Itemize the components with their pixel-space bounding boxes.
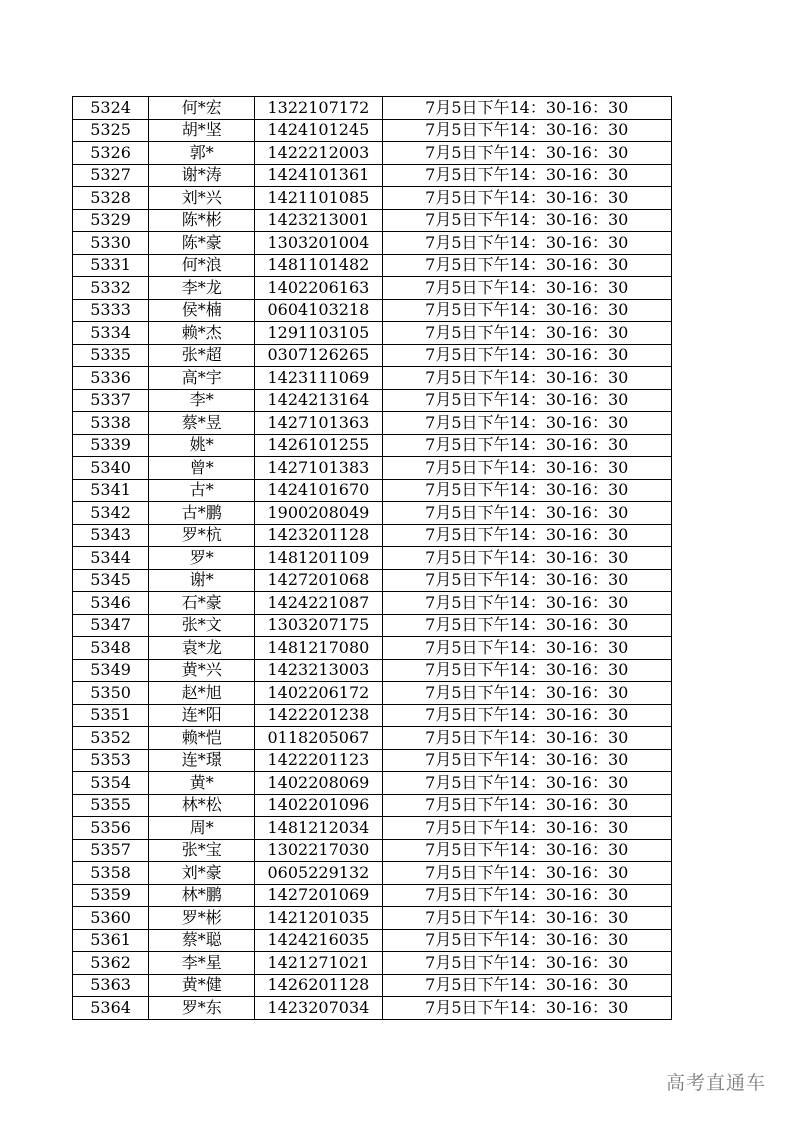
name-cell: 张*宝	[149, 839, 255, 862]
table-row	[73, 907, 672, 930]
exam-time-cell: 7月5日下午14：30-16：30	[382, 254, 672, 277]
row-number-cell: 5353	[73, 749, 149, 772]
row-number-cell: 5364	[73, 997, 149, 1020]
exam-number-cell: 1424221087	[255, 592, 382, 615]
exam-time-cell: 7月5日下午14：30-16：30	[382, 142, 672, 165]
name-cell: 高*宇	[149, 367, 255, 390]
exam-number-cell: 1423201128	[255, 524, 382, 547]
name-cell: 石*豪	[149, 592, 255, 615]
exam-time-cell: 7月5日下午14：30-16：30	[382, 839, 672, 862]
name-cell: 郭*	[149, 142, 255, 165]
table-row	[73, 817, 672, 840]
row-number-cell: 5334	[73, 322, 149, 345]
exam-number-cell: 1900208049	[255, 502, 382, 525]
name-cell: 李*星	[149, 952, 255, 975]
table-row	[73, 389, 672, 412]
name-cell: 张*超	[149, 344, 255, 367]
name-cell: 黄*健	[149, 974, 255, 997]
table-row	[73, 659, 672, 682]
table-row	[73, 974, 672, 997]
row-number-cell: 5343	[73, 524, 149, 547]
exam-number-cell: 1423213003	[255, 659, 382, 682]
name-cell: 李*龙	[149, 277, 255, 300]
exam-number-cell: 1421271021	[255, 952, 382, 975]
name-cell: 张*文	[149, 614, 255, 637]
table-row	[73, 457, 672, 480]
exam-time-cell: 7月5日下午14：30-16：30	[382, 412, 672, 435]
table-row	[73, 479, 672, 502]
row-number-cell: 5363	[73, 974, 149, 997]
table-row	[73, 884, 672, 907]
exam-number-cell: 1481201109	[255, 547, 382, 570]
exam-time-cell: 7月5日下午14：30-16：30	[382, 164, 672, 187]
table-row	[73, 434, 672, 457]
exam-time-cell: 7月5日下午14：30-16：30	[382, 749, 672, 772]
exam-time-cell: 7月5日下午14：30-16：30	[382, 389, 672, 412]
row-number-cell: 5324	[73, 97, 149, 120]
exam-time-cell: 7月5日下午14：30-16：30	[382, 974, 672, 997]
name-cell: 刘*豪	[149, 862, 255, 885]
exam-time-cell: 7月5日下午14：30-16：30	[382, 232, 672, 255]
row-number-cell: 5336	[73, 367, 149, 390]
exam-number-cell: 1421201035	[255, 907, 382, 930]
exam-time-cell: 7月5日下午14：30-16：30	[382, 952, 672, 975]
row-number-cell: 5354	[73, 772, 149, 795]
table-row	[73, 839, 672, 862]
exam-number-cell: 1422201238	[255, 704, 382, 727]
name-cell: 曾*	[149, 457, 255, 480]
name-cell: 古*	[149, 479, 255, 502]
exam-number-cell: 0604103218	[255, 299, 382, 322]
exam-number-cell: 1427101363	[255, 412, 382, 435]
name-cell: 连*璟	[149, 749, 255, 772]
exam-number-cell: 0605229132	[255, 862, 382, 885]
exam-number-cell: 1426101255	[255, 434, 382, 457]
exam-time-cell: 7月5日下午14：30-16：30	[382, 547, 672, 570]
exam-time-cell: 7月5日下午14：30-16：30	[382, 97, 672, 120]
exam-time-cell: 7月5日下午14：30-16：30	[382, 929, 672, 952]
table-row	[73, 862, 672, 885]
exam-time-cell: 7月5日下午14：30-16：30	[382, 907, 672, 930]
exam-time-cell: 7月5日下午14：30-16：30	[382, 457, 672, 480]
table-row	[73, 209, 672, 232]
exam-time-cell: 7月5日下午14：30-16：30	[382, 884, 672, 907]
exam-number-cell: 1481101482	[255, 254, 382, 277]
exam-number-cell: 1427101383	[255, 457, 382, 480]
table-row	[73, 772, 672, 795]
exam-number-cell: 1421101085	[255, 187, 382, 210]
exam-number-cell: 1402201096	[255, 794, 382, 817]
row-number-cell: 5331	[73, 254, 149, 277]
exam-number-cell: 1291103105	[255, 322, 382, 345]
name-cell: 谢*涛	[149, 164, 255, 187]
table-row	[73, 749, 672, 772]
name-cell: 谢*	[149, 569, 255, 592]
row-number-cell: 5351	[73, 704, 149, 727]
exam-number-cell: 1424101245	[255, 119, 382, 142]
exam-time-cell: 7月5日下午14：30-16：30	[382, 817, 672, 840]
exam-time-cell: 7月5日下午14：30-16：30	[382, 659, 672, 682]
exam-number-cell: 1322107172	[255, 97, 382, 120]
table-row	[73, 254, 672, 277]
name-cell: 赵*旭	[149, 682, 255, 705]
row-number-cell: 5341	[73, 479, 149, 502]
name-cell: 赖*恺	[149, 727, 255, 750]
exam-time-cell: 7月5日下午14：30-16：30	[382, 344, 672, 367]
table-row	[73, 299, 672, 322]
exam-number-cell: 1427201069	[255, 884, 382, 907]
exam-number-cell: 1402206163	[255, 277, 382, 300]
exam-time-cell: 7月5日下午14：30-16：30	[382, 592, 672, 615]
row-number-cell: 5348	[73, 637, 149, 660]
exam-number-cell: 1422212003	[255, 142, 382, 165]
name-cell: 林*鹏	[149, 884, 255, 907]
row-number-cell: 5349	[73, 659, 149, 682]
row-number-cell: 5328	[73, 187, 149, 210]
exam-time-cell: 7月5日下午14：30-16：30	[382, 502, 672, 525]
exam-time-cell: 7月5日下午14：30-16：30	[382, 322, 672, 345]
name-cell: 蔡*聪	[149, 929, 255, 952]
exam-number-cell: 1424101361	[255, 164, 382, 187]
name-cell: 连*阳	[149, 704, 255, 727]
table-row	[73, 502, 672, 525]
table-row	[73, 997, 672, 1020]
row-number-cell: 5338	[73, 412, 149, 435]
row-number-cell: 5332	[73, 277, 149, 300]
row-number-cell: 5356	[73, 817, 149, 840]
exam-time-cell: 7月5日下午14：30-16：30	[382, 119, 672, 142]
name-cell: 李*	[149, 389, 255, 412]
name-cell: 古*鹏	[149, 502, 255, 525]
table-row	[73, 119, 672, 142]
table-row	[73, 592, 672, 615]
name-cell: 何*浪	[149, 254, 255, 277]
exam-number-cell: 1424216035	[255, 929, 382, 952]
row-number-cell: 5340	[73, 457, 149, 480]
table-row	[73, 637, 672, 660]
exam-time-cell: 7月5日下午14：30-16：30	[382, 637, 672, 660]
table-row	[73, 322, 672, 345]
exam-number-cell: 1481217080	[255, 637, 382, 660]
name-cell: 罗*彬	[149, 907, 255, 930]
row-number-cell: 5330	[73, 232, 149, 255]
exam-time-cell: 7月5日下午14：30-16：30	[382, 704, 672, 727]
exam-number-cell: 1303201004	[255, 232, 382, 255]
exam-number-cell: 1423213001	[255, 209, 382, 232]
name-cell: 黄*兴	[149, 659, 255, 682]
name-cell: 罗*东	[149, 997, 255, 1020]
name-cell: 蔡*昱	[149, 412, 255, 435]
exam-time-cell: 7月5日下午14：30-16：30	[382, 277, 672, 300]
exam-time-cell: 7月5日下午14：30-16：30	[382, 299, 672, 322]
name-cell: 胡*坚	[149, 119, 255, 142]
exam-number-cell: 1422201123	[255, 749, 382, 772]
name-cell: 赖*杰	[149, 322, 255, 345]
table-row	[73, 569, 672, 592]
exam-number-cell: 1426201128	[255, 974, 382, 997]
table-row	[73, 614, 672, 637]
name-cell: 刘*兴	[149, 187, 255, 210]
exam-time-cell: 7月5日下午14：30-16：30	[382, 209, 672, 232]
exam-time-cell: 7月5日下午14：30-16：30	[382, 997, 672, 1020]
table-row	[73, 952, 672, 975]
exam-time-cell: 7月5日下午14：30-16：30	[382, 614, 672, 637]
name-cell: 袁*龙	[149, 637, 255, 660]
table-row	[73, 547, 672, 570]
row-number-cell: 5337	[73, 389, 149, 412]
exam-time-cell: 7月5日下午14：30-16：30	[382, 682, 672, 705]
table-row	[73, 344, 672, 367]
exam-number-cell: 1481212034	[255, 817, 382, 840]
row-number-cell: 5359	[73, 884, 149, 907]
row-number-cell: 5339	[73, 434, 149, 457]
row-number-cell: 5346	[73, 592, 149, 615]
table-row	[73, 682, 672, 705]
exam-number-cell: 1302217030	[255, 839, 382, 862]
row-number-cell: 5326	[73, 142, 149, 165]
table-row	[73, 727, 672, 750]
exam-time-cell: 7月5日下午14：30-16：30	[382, 367, 672, 390]
exam-number-cell: 1402206172	[255, 682, 382, 705]
name-cell: 姚*	[149, 434, 255, 457]
row-number-cell: 5325	[73, 119, 149, 142]
name-cell: 陈*豪	[149, 232, 255, 255]
name-cell: 陈*彬	[149, 209, 255, 232]
row-number-cell: 5362	[73, 952, 149, 975]
table-row	[73, 412, 672, 435]
row-number-cell: 5350	[73, 682, 149, 705]
row-number-cell: 5355	[73, 794, 149, 817]
table-row	[73, 97, 672, 120]
exam-number-cell: 1402208069	[255, 772, 382, 795]
table-row	[73, 524, 672, 547]
exam-number-cell: 1427201068	[255, 569, 382, 592]
table-row	[73, 277, 672, 300]
table-row	[73, 164, 672, 187]
row-number-cell: 5342	[73, 502, 149, 525]
name-cell: 侯*楠	[149, 299, 255, 322]
row-number-cell: 5344	[73, 547, 149, 570]
row-number-cell: 5347	[73, 614, 149, 637]
exam-time-cell: 7月5日下午14：30-16：30	[382, 479, 672, 502]
watermark-text: 高考直通车	[665, 1072, 766, 1094]
exam-number-cell: 0118205067	[255, 727, 382, 750]
name-cell: 林*松	[149, 794, 255, 817]
row-number-cell: 5358	[73, 862, 149, 885]
exam-time-cell: 7月5日下午14：30-16：30	[382, 772, 672, 795]
row-number-cell: 5361	[73, 929, 149, 952]
exam-number-cell: 1424213164	[255, 389, 382, 412]
table-row	[73, 232, 672, 255]
name-cell: 黄*	[149, 772, 255, 795]
exam-number-cell: 1303207175	[255, 614, 382, 637]
exam-time-cell: 7月5日下午14：30-16：30	[382, 524, 672, 547]
name-cell: 何*宏	[149, 97, 255, 120]
table-row	[73, 187, 672, 210]
table-row	[73, 142, 672, 165]
row-number-cell: 5335	[73, 344, 149, 367]
name-cell: 罗*杭	[149, 524, 255, 547]
name-cell: 罗*	[149, 547, 255, 570]
exam-time-cell: 7月5日下午14：30-16：30	[382, 794, 672, 817]
table-row	[73, 794, 672, 817]
table-row	[73, 367, 672, 390]
schedule-table-body	[73, 97, 672, 1020]
exam-number-cell: 0307126265	[255, 344, 382, 367]
exam-time-cell: 7月5日下午14：30-16：30	[382, 727, 672, 750]
name-cell: 周*	[149, 817, 255, 840]
exam-time-cell: 7月5日下午14：30-16：30	[382, 434, 672, 457]
exam-number-cell: 1424101670	[255, 479, 382, 502]
exam-time-cell: 7月5日下午14：30-16：30	[382, 862, 672, 885]
row-number-cell: 5345	[73, 569, 149, 592]
table-row	[73, 929, 672, 952]
exam-time-cell: 7月5日下午14：30-16：30	[382, 187, 672, 210]
row-number-cell: 5327	[73, 164, 149, 187]
table-row	[73, 704, 672, 727]
exam-number-cell: 1423207034	[255, 997, 382, 1020]
row-number-cell: 5333	[73, 299, 149, 322]
row-number-cell: 5352	[73, 727, 149, 750]
row-number-cell: 5357	[73, 839, 149, 862]
row-number-cell: 5360	[73, 907, 149, 930]
row-number-cell: 5329	[73, 209, 149, 232]
schedule-table	[72, 96, 672, 1020]
exam-number-cell: 1423111069	[255, 367, 382, 390]
exam-time-cell: 7月5日下午14：30-16：30	[382, 569, 672, 592]
